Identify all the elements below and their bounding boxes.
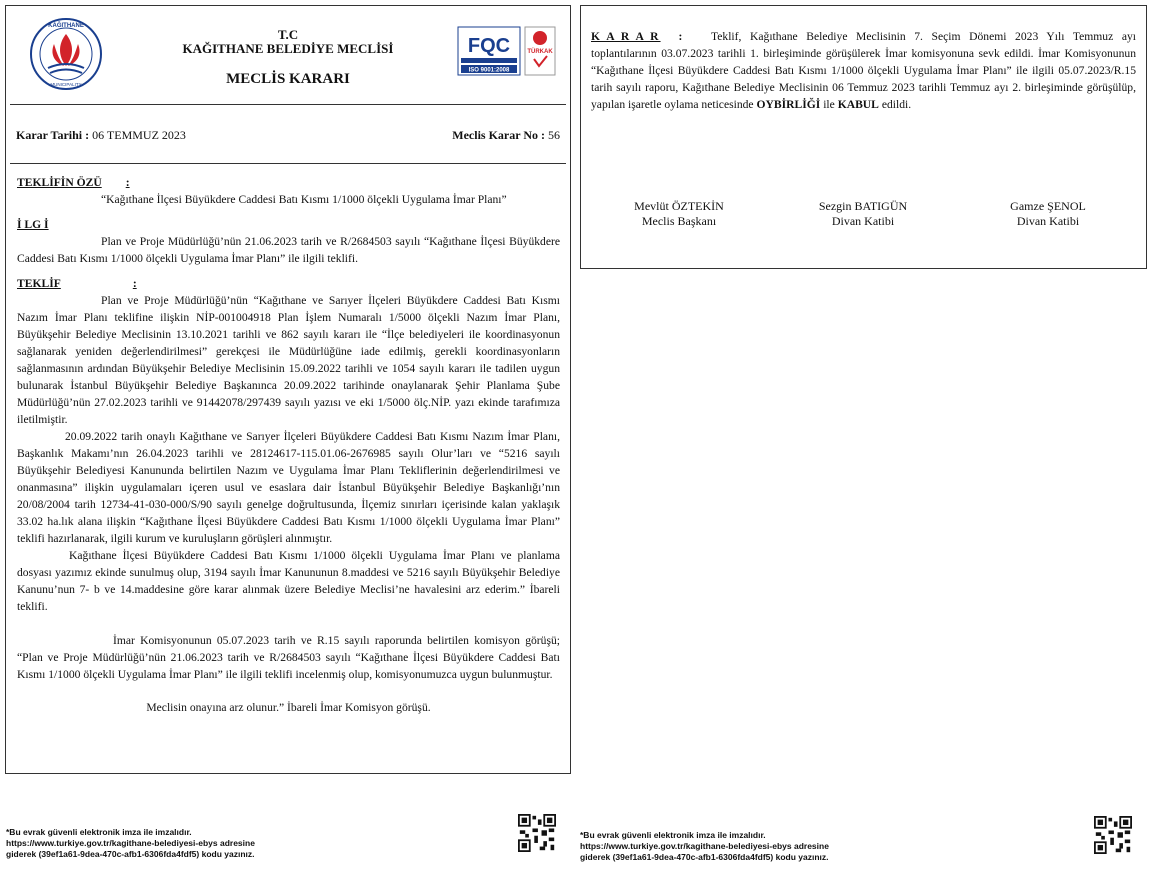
ozu-text: “Kağıthane İlçesi Büyükdere Caddesi Batı Kısmı 1/1000 ölçekli Uygulama İmar Planı”: [101, 193, 507, 206]
document-page-right: [580, 5, 1147, 269]
karar-result-accepted: KABUL: [837, 98, 879, 111]
document-title: MECLİS KARARI: [226, 71, 350, 87]
signature-clerk-1: Sezgin BATIGÜN Divan Katibi: [818, 199, 908, 228]
qr-code-icon-right: [1094, 816, 1132, 854]
header-tc: T.C: [277, 27, 299, 42]
svg-text:ISO 9001:2008: ISO 9001:2008: [468, 67, 510, 74]
document-header: [6, 6, 570, 106]
teklif-paragraph-3: Kağıthane İlçesi Büyükdere Caddesi Batı Kısmı 1/1000 ölçekli Uygulama İmar Planı ve planlama dosyası yazımız ekinde sunulmuş olup, 3194 sayılı İmar Kanununun 8.maddesi ve 5216 sayılı Büyükşehir Belediye Kanunu’nun 7- b ve 14.maddesine göre karar alınmak üzere Belediye Meclisi’ne havalesini arz ederim.” İbareli teklifi.: [17, 549, 560, 613]
decision-date: Karar Tarihi : 06 TEMMUZ 2023: [16, 128, 186, 142]
commission-closing: Meclisin onayına arz olunur.” İbareli İmar Komisyon görüşü.: [146, 701, 431, 714]
svg-text:KAĞITHANE: KAĞITHANE: [48, 23, 84, 29]
document-body: [17, 166, 560, 716]
meta-divider: [10, 163, 566, 164]
karar-heading: K A R A R :: [591, 30, 683, 43]
teklif-paragraph-2: 20.09.2022 tarih onaylı Kağıthane ve Sarıyer İlçeleri Büyükdere Caddesi Batı Kısmı Nazım İmar Planı, Başkanlık Makamı’nın 26.04.2023 tarihli ve 28124617-115.01.06-2676985 sayılı Olur’ları ve “5216 sayılı Büyükşehir Belediyesi Kanununda belirtilen Nazım ve Uygulama İmar Planı Tekliflerinin değerlendirilmesi ve onanmasına” ilişkin uygulamaları içeren usul ve esaslara dair İstanbul Büyükşehir Belediye Başkanlığı’nın 20/08/2004 tarih 12734-41-030-000/S/90 sayılı genelge doğrultusunda, İlçemiz sınırları içerisinde kalan yaklaşık 33.02 ha.lık alana ilişkin “Kağıthane İlçesi Büyükdere Caddesi Batı Kısmı 1/1000 ölçekli Uygulama İmar Planı” teklifi hazırlanarak, ilgili kurum ve kuruluşların görüşleri alınmıştır.: [17, 430, 560, 545]
header-divider: [10, 104, 566, 105]
svg-text:FQC: FQC: [467, 35, 511, 57]
teklif-paragraph-1: Plan ve Proje Müdürlüğü’nün “Kağıthane ve Sarıyer İlçeleri Büyükdere Caddesi Batı Kısmı Nazım İmar Planı teklifine ilişkin NİP-001004918 Plan İşlem Numaralı 1/5000 ölçekli Nazım İmar Planı, Büyükşehir Belediye Meclisinin 13.10.2021 tarihli ve 862 sayılı kararı ile “İlçe belediyeleri ile koordinasyonun sağlanarak yeniden değerlendirilmesi” gerekçesi ile Müdürlüğüne iade edilmiş, gerekli koordinasyonların sağlanmasının ardından Büyükşehir Belediye Meclisinin 15.09.2022 tarihli ve 1054 sayılı kararı ile tadilen uygun bulunarak İstanbul Büyükşehir Belediye Başkanınca 20.09.2022 tarihinde onaylanarak Şehir Planlama Şube Müdürlüğü’nün 27.02.2023 tarihli ve 91442078/297439 sayılı yazısı ve eki 1/5000 ölç.NİP. yazı ekinde tarafımıza iletilmiştir.: [17, 294, 560, 426]
decision-number: Meclis Karar No : 56: [452, 128, 560, 142]
section-heading-ozu: TEKLİFİN ÖZÜ :: [17, 176, 130, 189]
svg-text:MUNICIPALITY: MUNICIPALITY: [50, 82, 82, 87]
qr-code-icon: [518, 814, 556, 852]
verification-link[interactable]: https://www.turkiye.gov.tr/kagithane-belediyesi-ebys adresine: [6, 838, 255, 848]
verification-link-right[interactable]: https://www.turkiye.gov.tr/kagithane-belediyesi-ebys adresine: [580, 841, 829, 851]
document-page-left: [5, 5, 571, 774]
karar-result-unanimous: OYBİRLİĞİ: [756, 98, 821, 111]
signature-chairman: Mevlüt ÖZTEKİN Meclis Başkanı: [634, 199, 724, 228]
e-signature-footer-right: *Bu evrak güvenli elektronik imza ile imzalıdır. https://www.turkiye.gov.tr/kagithane-belediyesi-ebys adresine giderek (39ef1a61-9dea-470c-afb1-6306fda4fdf5) kodu yazınız.: [580, 830, 829, 862]
e-signature-footer-left: *Bu evrak güvenli elektronik imza ile imzalıdır. https://www.turkiye.gov.tr/kagithane-belediyesi-ebys adresine giderek (39ef1a61-9dea-470c-afb1-6306fda4fdf5) kodu yazınız.: [6, 827, 255, 859]
section-heading-teklif: TEKLİF :: [17, 277, 137, 290]
svg-text:TÜRKAK: TÜRKAK: [527, 49, 553, 55]
commission-opinion: İmar Komisyonunun 05.07.2023 tarih ve R.15 sayılı raporunda belirtilen komisyon görüşü; “Plan ve Proje Müdürlüğü’nün 21.06.2023 tarih ve R/2684503 sayılı “Kağıthane İlçesi Büyükdere Caddesi Batı Kısmı 1/1000 ölçekli Uygulama İmar Planı” ile ilgili teklifi incelenmiş olup, komisyonumuzca uygun bulunmuştur.: [17, 634, 560, 681]
header-organization: KAĞITHANE BELEDİYE MECLİSİ: [182, 41, 394, 56]
karar-section: [591, 28, 1136, 113]
ilgi-text: Plan ve Proje Müdürlüğü’nün 21.06.2023 tarih ve R/2684503 sayılı “Kağıthane İlçesi Büyükdere Caddesi Batı Kısmı 1/1000 ölçekli Uygulama İmar Planı” ile ilgili teklifi.: [17, 235, 560, 265]
karar-text: Teklif, Kağıthane Belediye Meclisinin 7. Seçim Dönemi 2023 Yılı Temmuz ayı toplantılarının 03.07.2023 tarihli 1. birleşiminde görüşülerek İmar komisyonuna sevk edildi. İmar Komisyonunun “Kağıthane İlçesi Büyükdere Caddesi Batı Kısmı 1/1000 ölçekli Uygulama İmar Planı” ile ilgili 05.07.2023/R.15 tarih sayılı raporu, Kağıthane Belediye Meclisinin 06 Temmuz 2023 tarihli Temmuz ayı 2. birleşiminde görüşülüp, yapılan işaretle oylama neticesinde OYBİRLİĞİ ile KABUL edildi.: [591, 30, 1136, 111]
section-heading-ilgi: İ LG İ: [17, 218, 49, 231]
iso-certification-badge: [457, 26, 557, 76]
signature-clerk-2: Gamze ŞENOL Divan Katibi: [1010, 199, 1086, 228]
